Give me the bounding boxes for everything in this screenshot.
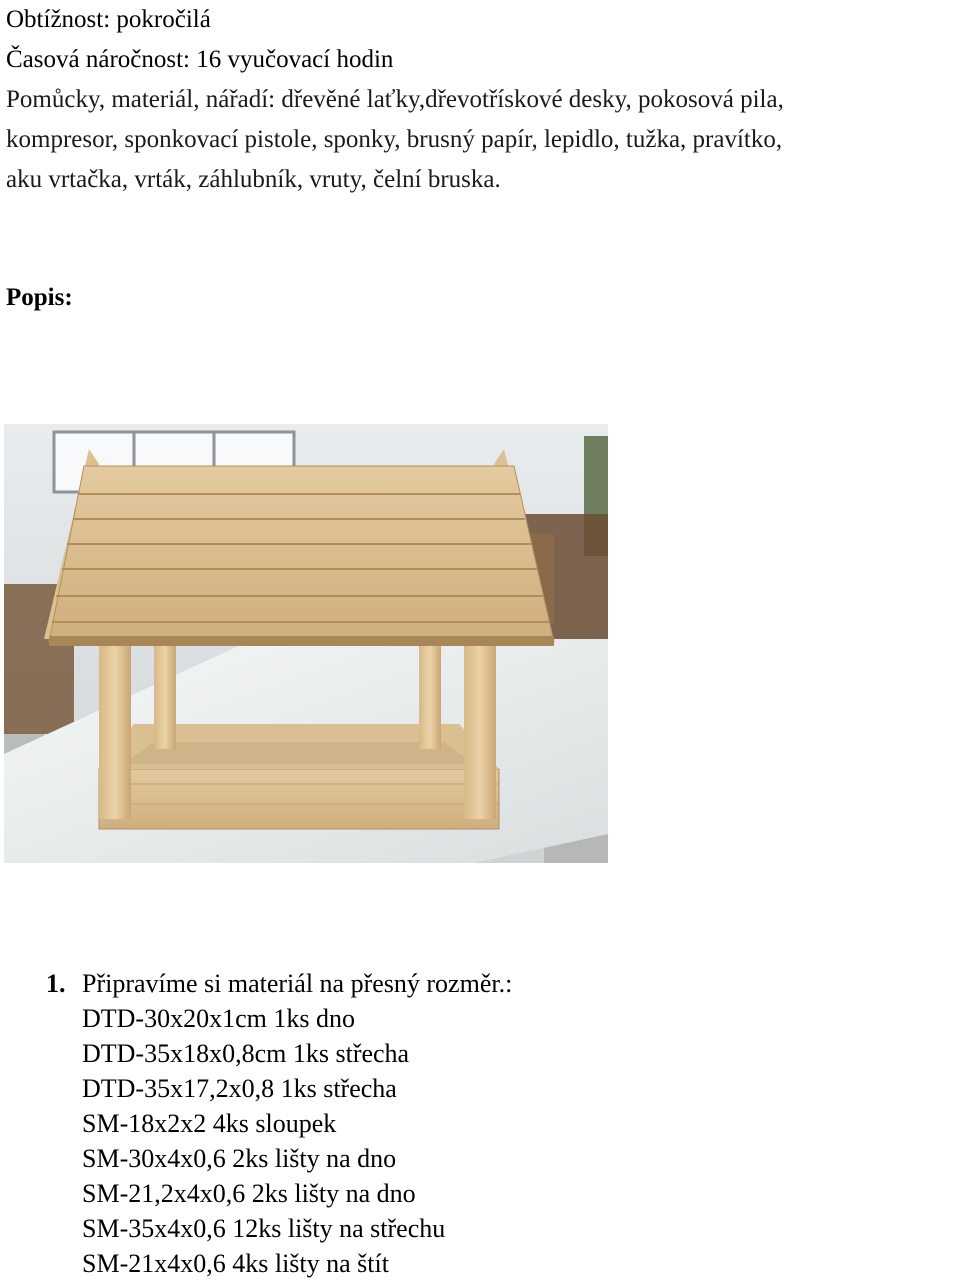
difficulty-line: Obtížnost: pokročilá: [6, 6, 211, 33]
material-item: SM-18x2x2 4ks sloupek: [82, 1109, 337, 1138]
step-number: 1.: [46, 969, 66, 998]
step-body: [82, 966, 922, 1281]
material-item: SM-21x4x0,6 4ks lišty na štít: [82, 1249, 389, 1278]
material-item: SM-35x4x0,6 12ks lišty na střechu: [82, 1214, 446, 1243]
section-heading: Popis:: [6, 284, 73, 311]
step-title: Připravíme si materiál na přesný rozměr.:: [82, 969, 513, 998]
bird-feeder-photo: [4, 424, 608, 863]
tools-line-1: Pomůcky, materiál, nářadí: dřevěné laťky,dřevotřískové desky, pokosová pila,: [6, 86, 784, 113]
tools-line-2: kompresor, sponkovací pistole, sponky, brusný papír, lepidlo, tužka, pravítko,: [6, 126, 783, 153]
material-item: DTD-30x20x1cm 1ks dno: [82, 1004, 355, 1033]
tools-line-3: aku vrtačka, vrták, záhlubník, vruty, čelní bruska.: [6, 166, 501, 193]
time-line: Časová náročnost: 16 vyučovací hodin: [6, 46, 394, 73]
bird-feeder-illustration: [4, 424, 608, 863]
material-item: DTD-35x17,2x0,8 1ks střecha: [82, 1074, 397, 1103]
material-item: DTD-35x18x0,8cm 1ks střecha: [82, 1039, 410, 1068]
document-header: [6, 0, 956, 200]
material-item: SM-21,2x4x0,6 2ks lišty na dno: [82, 1179, 416, 1208]
material-item: SM-30x4x0,6 2ks lišty na dno: [82, 1144, 397, 1173]
